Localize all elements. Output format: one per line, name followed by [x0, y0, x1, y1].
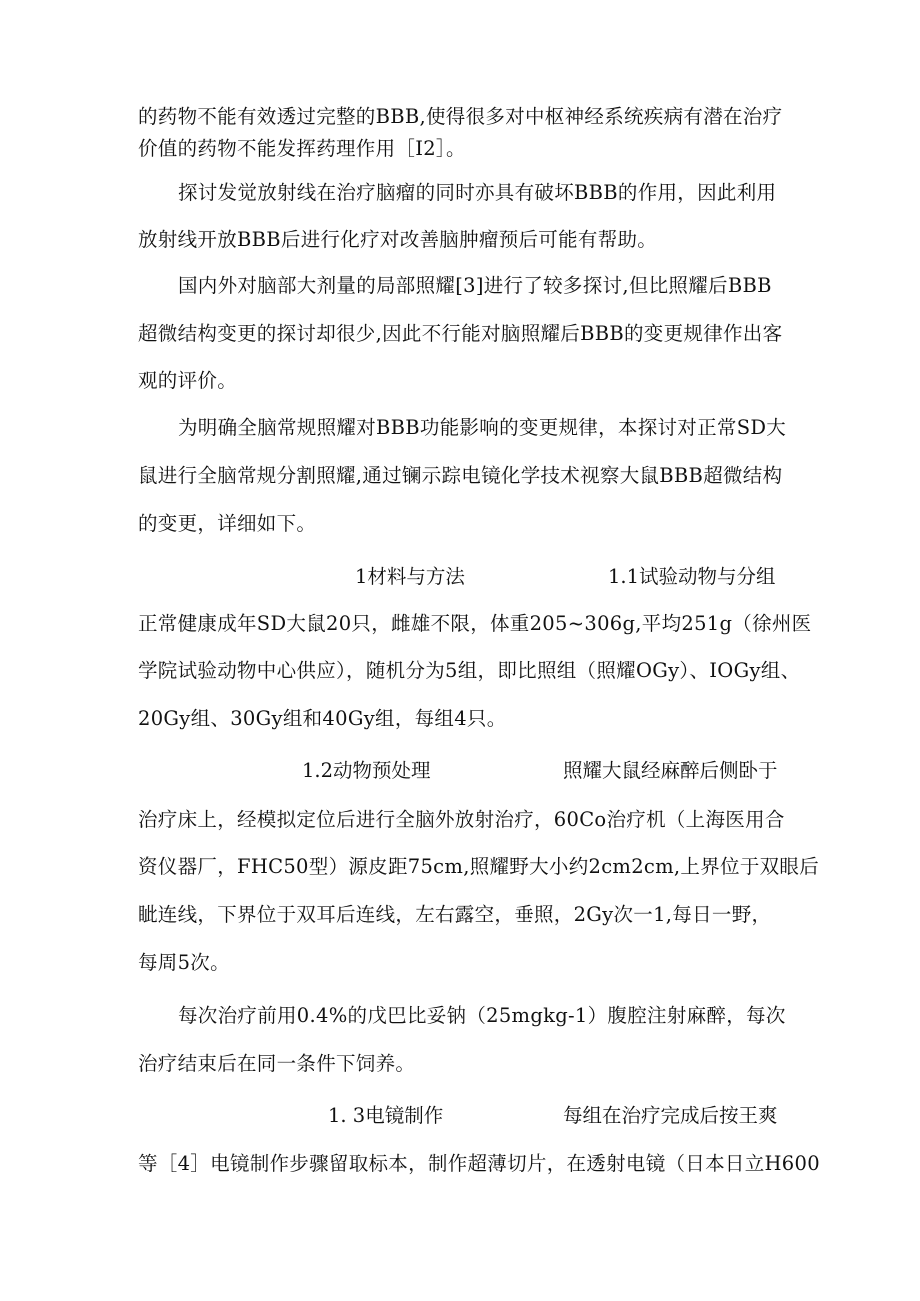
section-1-2-line-4: 每周5次。 — [138, 951, 230, 974]
paragraph-1-line-1: 的药物不能有效透过完整的BBB,使得很多对中枢神经系统疾病有潜在治疗 — [138, 105, 783, 128]
section-1-3-line-1: 等［4］电镜制作步骤留取标本，制作超薄切片，在透射电镜（日本日立H600 — [138, 1152, 820, 1175]
section-1-1-subheading: 1.1试验动物与分组 — [608, 565, 776, 588]
paragraph-3-line-2: 超微结构变更的探讨却很少,因此不行能对脑照耀后BBB的变更规律作出客 — [138, 322, 783, 345]
paragraph-3-line-3: 观的评价。 — [138, 369, 238, 392]
section-1-2-heading: 1.2动物预处理 — [302, 759, 431, 782]
paragraph-2-line-2: 放射线开放BBB后进行化疗对改善脑肿瘤预后可能有帮助。 — [138, 228, 658, 251]
section-1-1-line-2: 学院试验动物中心供应），随机分为5组，即比照组（照耀OGy）、IOGy组、 — [138, 659, 801, 682]
section-1-3-lead: 每组在治疗完成后按王爽 — [563, 1104, 778, 1127]
section-1-2-line-2: 资仪器厂，FHC50型）源皮距75cm,照耀野大小约2cm2cm,上界位于双眼后 — [138, 855, 820, 878]
paragraph-2-line-1: 探讨发觉放射线在治疗脑瘤的同时亦具有破坏BBB的作用，因此利用 — [178, 181, 777, 204]
anesthesia-line-2: 治疗结束后在同一条件下饲养。 — [138, 1052, 416, 1075]
paragraph-4-line-1: 为明确全脑常规照耀对BBB功能影响的变更规律，本探讨对正常SD大 — [178, 416, 787, 439]
section-1-2-line-3: 眦连线，下界位于双耳后连线，左右露空，垂照，2Gy次一1,每日一野， — [138, 903, 772, 926]
anesthesia-line-1: 每次治疗前用0.4%的戊巴比妥钠（25mgkg-1）腹腔注射麻醉，每次 — [178, 1004, 786, 1027]
section-1-3-heading: 1. 3电镜制作 — [328, 1104, 444, 1127]
section-1-1-line-1: 正常健康成年SD大鼠20只，雌雄不限，体重205~306g,平均251g（徐州医 — [138, 612, 812, 635]
paragraph-1-line-2: 价值的药物不能发挥药理作用［I2］。 — [138, 137, 466, 160]
paragraph-4-line-2: 鼠进行全脑常规分割照耀,通过镧示踪电镜化学技术视察大鼠BBB超微结构 — [138, 464, 783, 487]
paragraph-3-line-1: 国内外对脑部大剂量的局部照耀[3]进行了较多探讨,但比照耀后BBB — [178, 274, 772, 297]
section-1-1-line-3: 20Gy组、30Gy组和40Gy组，每组4只。 — [138, 707, 507, 730]
section-1-heading: 1材料与方法 — [355, 565, 465, 588]
section-1-2-line-1: 治疗床上，经模拟定位后进行全脑外放射治疗，60Co治疗机（上海医用合 — [138, 808, 785, 831]
section-1-2-lead: 照耀大鼠经麻醉后侧卧于 — [563, 759, 778, 782]
paragraph-4-line-3: 的变更，详细如下。 — [138, 512, 317, 535]
